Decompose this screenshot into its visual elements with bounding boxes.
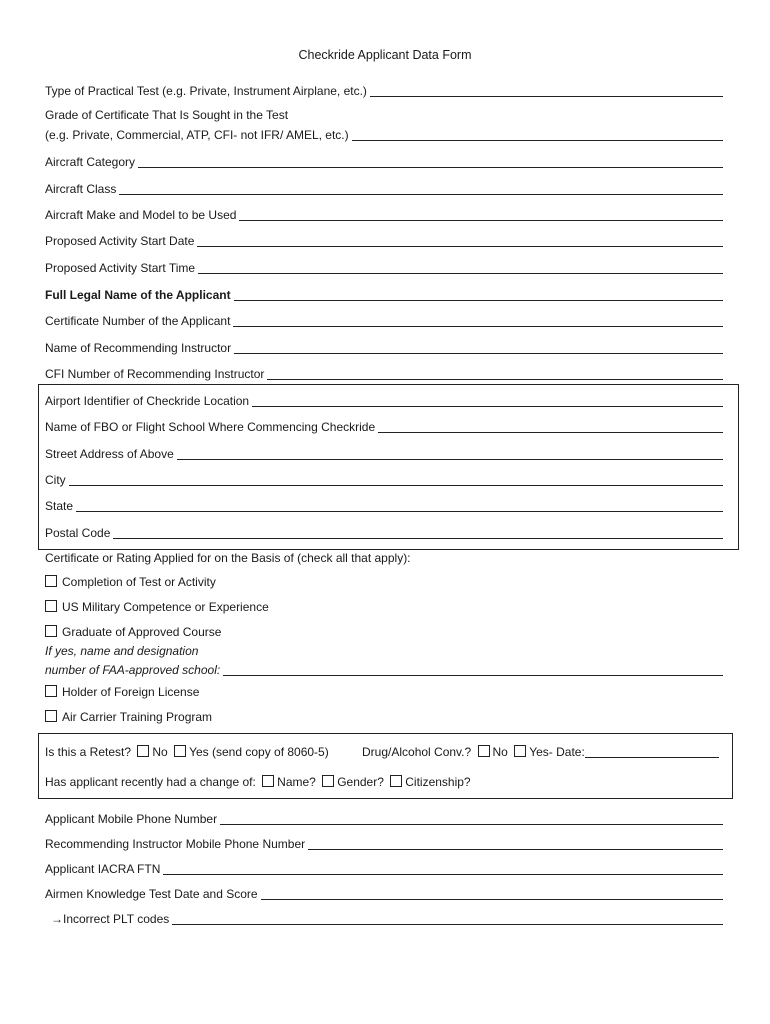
retest-row	[45, 745, 329, 760]
graduate-label: Graduate of Approved Course	[62, 625, 222, 639]
state-field[interactable]	[76, 496, 723, 512]
retest-yes-label: Yes (send copy of 8060-5)	[189, 745, 329, 759]
plt-codes-row	[51, 910, 723, 926]
iacra-ftn-field[interactable]	[163, 859, 723, 875]
fbo-name-label: Name of FBO or Flight School Where Commencing Checkride	[45, 420, 376, 434]
knowledge-test-row	[45, 885, 723, 901]
aircraft-make-model-label: Aircraft Make and Model to be Used	[45, 208, 237, 222]
start-date-row	[45, 232, 723, 248]
iacra-ftn-label: Applicant IACRA FTN	[45, 862, 161, 876]
full-legal-name-row	[45, 286, 723, 302]
drug-yes-label: Yes- Date:	[529, 745, 585, 759]
instructor-phone-label: Recommending Instructor Mobile Phone Number	[45, 837, 306, 851]
postal-code-row	[45, 524, 723, 540]
knowledge-test-field[interactable]	[261, 884, 723, 900]
gender-change-label: Gender?	[337, 775, 384, 789]
knowledge-test-label: Airmen Knowledge Test Date and Score	[45, 887, 258, 901]
street-address-label: Street Address of Above	[45, 447, 174, 461]
state-row	[45, 497, 723, 513]
city-field[interactable]	[69, 470, 723, 486]
completion-checkbox[interactable]	[45, 575, 57, 587]
applicant-phone-field[interactable]	[220, 809, 723, 825]
start-date-label: Proposed Activity Start Date	[45, 234, 195, 248]
graduate-checkbox[interactable]	[45, 625, 57, 637]
state-label: State	[45, 499, 74, 513]
practical-test-type-row	[45, 82, 723, 98]
name-change-label: Name?	[277, 775, 316, 789]
aircraft-make-model-row	[45, 206, 723, 222]
instructor-phone-field[interactable]	[308, 834, 723, 850]
drug-yes-checkbox[interactable]	[514, 745, 526, 757]
certificate-number-row	[45, 312, 723, 328]
cfi-number-field[interactable]	[267, 364, 723, 380]
city-row	[45, 471, 723, 487]
retest-no-label: No	[152, 745, 168, 759]
basis-heading: Certificate or Rating Applied for on the Basis of (check all that apply):	[45, 551, 411, 565]
cfi-number-label: CFI Number of Recommending Instructor	[45, 367, 265, 381]
grade-label-line1: Grade of Certificate That Is Sought in the Test	[45, 108, 289, 122]
instructor-phone-row	[45, 835, 723, 851]
full-legal-name-label: Full Legal Name of the Applicant	[45, 288, 231, 302]
basis-option-air-carrier	[45, 710, 212, 725]
school-field[interactable]	[223, 660, 723, 676]
retest-question: Is this a Retest?	[45, 745, 132, 759]
full-legal-name-field[interactable]	[234, 285, 723, 301]
aircraft-category-field[interactable]	[138, 152, 723, 168]
completion-label: Completion of Test or Activity	[62, 575, 216, 589]
grade-label-line2: (e.g. Private, Commercial, ATP, CFI- not IFR/ AMEL, etc.)	[45, 128, 349, 142]
drug-no-checkbox[interactable]	[478, 745, 490, 757]
name-change-checkbox[interactable]	[262, 775, 274, 787]
military-checkbox[interactable]	[45, 600, 57, 612]
air-carrier-checkbox[interactable]	[45, 710, 57, 722]
grade-field[interactable]	[352, 125, 723, 141]
certificate-number-field[interactable]	[233, 311, 723, 327]
aircraft-class-row	[45, 180, 723, 196]
practical-test-type-label: Type of Practical Test (e.g. Private, Instrument Airplane, etc.)	[45, 84, 367, 98]
start-date-field[interactable]	[197, 231, 723, 247]
military-label: US Military Competence or Experience	[62, 600, 269, 614]
street-address-field[interactable]	[177, 444, 723, 460]
drug-date-field[interactable]	[585, 745, 719, 758]
school-note-line1: If yes, name and designation	[45, 644, 199, 658]
aircraft-class-label: Aircraft Class	[45, 182, 117, 196]
drug-row	[362, 745, 719, 760]
airport-identifier-row	[45, 392, 723, 408]
citizenship-change-label: Citizenship?	[405, 775, 471, 789]
basis-option-completion	[45, 575, 216, 590]
foreign-license-label: Holder of Foreign License	[62, 685, 200, 699]
start-time-label: Proposed Activity Start Time	[45, 261, 196, 275]
plt-codes-field[interactable]	[172, 909, 723, 925]
postal-code-label: Postal Code	[45, 526, 111, 540]
city-label: City	[45, 473, 66, 487]
aircraft-class-field[interactable]	[119, 179, 723, 195]
applicant-phone-row	[45, 810, 723, 826]
recommending-instructor-label: Name of Recommending Instructor	[45, 341, 232, 355]
fbo-name-field[interactable]	[378, 417, 723, 433]
retest-yes-checkbox[interactable]	[174, 745, 186, 757]
fbo-name-row	[45, 418, 723, 434]
air-carrier-label: Air Carrier Training Program	[62, 710, 213, 724]
practical-test-type-field[interactable]	[370, 81, 723, 97]
gender-change-checkbox[interactable]	[322, 775, 334, 787]
change-question: Has applicant recently had a change of:	[45, 775, 256, 789]
recommending-instructor-row	[45, 339, 723, 355]
start-time-row	[45, 259, 723, 275]
school-row	[45, 661, 723, 677]
page-title: Checkride Applicant Data Form	[298, 48, 472, 62]
certificate-number-label: Certificate Number of the Applicant	[45, 314, 231, 328]
recommending-instructor-field[interactable]	[234, 338, 723, 354]
aircraft-category-label: Aircraft Category	[45, 155, 136, 169]
airport-identifier-label: Airport Identifier of Checkride Location	[45, 394, 250, 408]
school-note-line2: number of FAA-approved school:	[45, 663, 221, 677]
aircraft-category-row	[45, 153, 723, 169]
foreign-license-checkbox[interactable]	[45, 685, 57, 697]
citizenship-change-checkbox[interactable]	[390, 775, 402, 787]
postal-code-field[interactable]	[113, 523, 723, 539]
iacra-ftn-row	[45, 860, 723, 876]
basis-option-graduate	[45, 625, 221, 640]
applicant-phone-label: Applicant Mobile Phone Number	[45, 812, 218, 826]
basis-option-military	[45, 600, 269, 615]
drug-question: Drug/Alcohol Conv.?	[362, 745, 472, 759]
basis-option-foreign	[45, 685, 199, 700]
change-row	[45, 775, 471, 790]
drug-no-label: No	[492, 745, 508, 759]
aircraft-make-model-field[interactable]	[239, 205, 723, 221]
start-time-field[interactable]	[198, 258, 723, 274]
retest-no-checkbox[interactable]	[137, 745, 149, 757]
street-address-row	[45, 445, 723, 461]
cfi-number-row	[45, 365, 723, 381]
grade-row	[45, 126, 723, 142]
plt-codes-label: →Incorrect PLT codes	[51, 912, 170, 926]
airport-identifier-field[interactable]	[252, 391, 723, 407]
